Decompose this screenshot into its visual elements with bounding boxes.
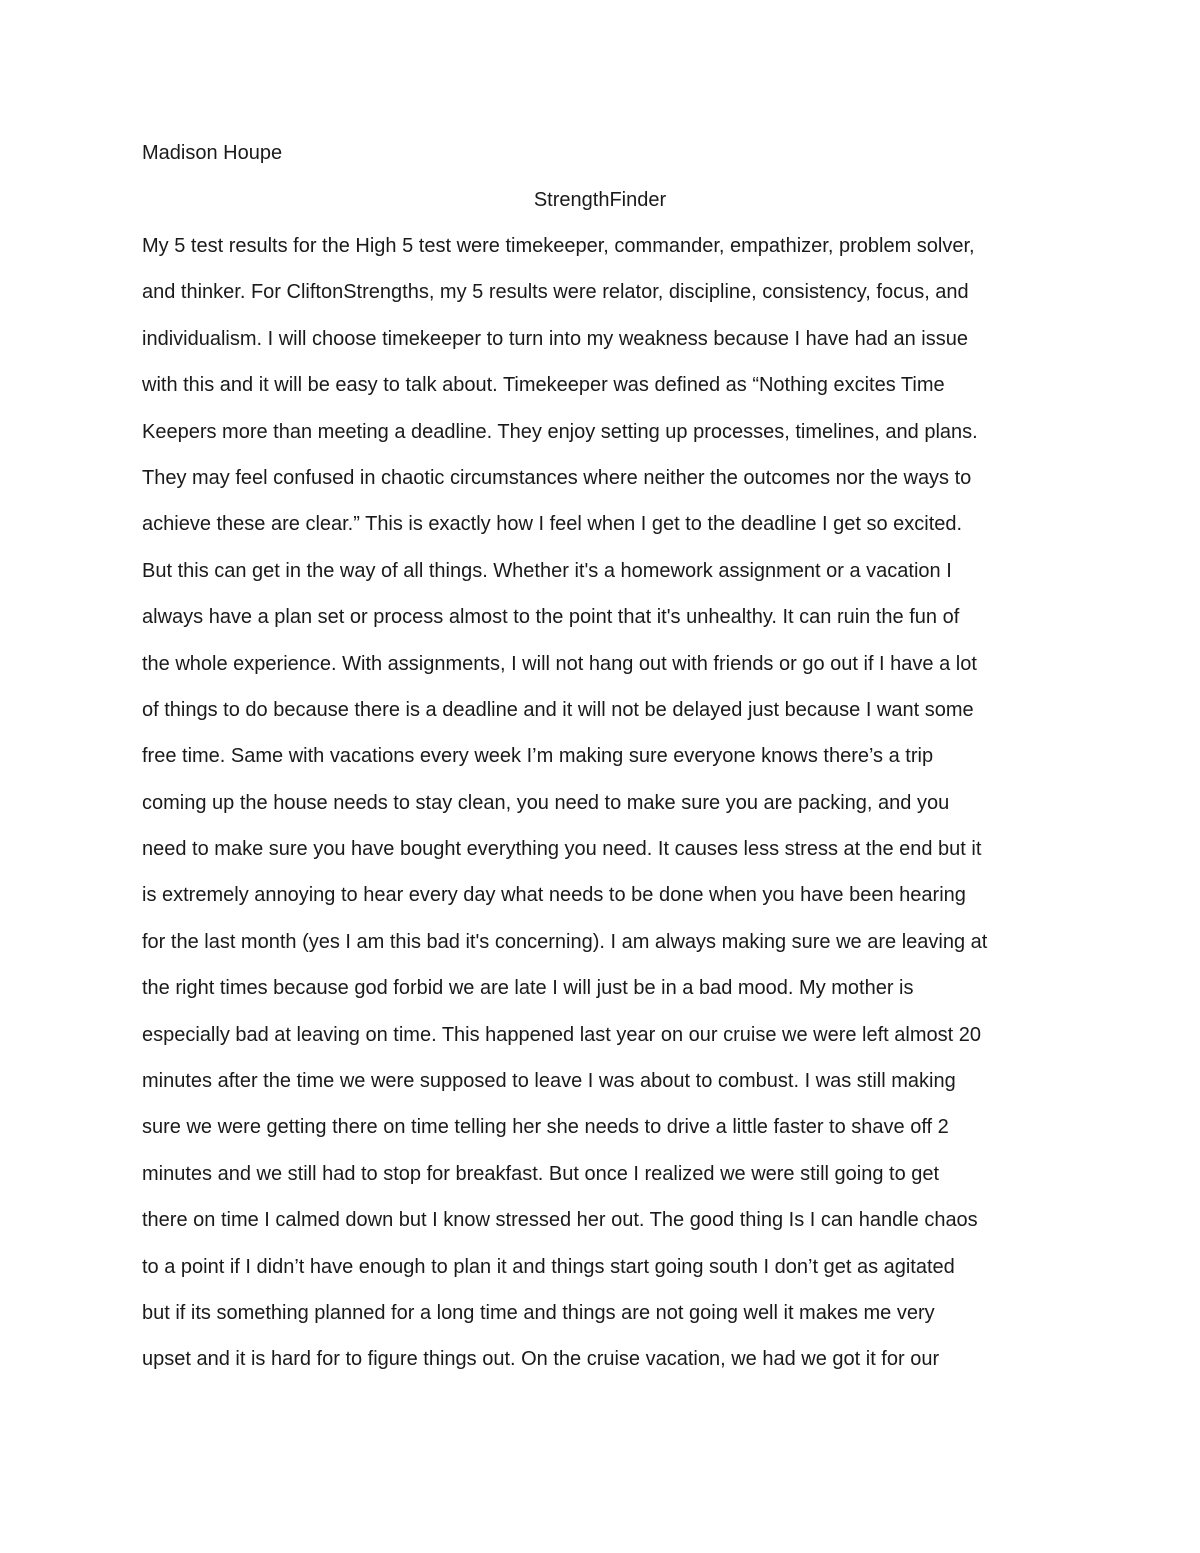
author-name: Madison Houpe (142, 142, 283, 164)
body-line: sure we were getting there on time telling her she needs to drive a little faster to shave off 2 (142, 1116, 949, 1139)
body-line: there on time I calmed down but I know stressed her out. The good thing Is I can handle chaos (142, 1209, 978, 1232)
body-line: minutes after the time we were supposed to leave I was about to combust. I was still making (142, 1070, 956, 1093)
body-line: individualism. I will choose timekeeper to turn into my weakness because I have had an issue (142, 327, 968, 350)
body-line: with this and it will be easy to talk about. Timekeeper was defined as “Nothing excites Time (142, 374, 945, 397)
body-line: to a point if I didn’t have enough to plan it and things start going south I don’t get as agitated (142, 1255, 955, 1278)
body-line: coming up the house needs to stay clean, you need to make sure you are packing, and you (142, 791, 950, 814)
body-line: the whole experience. With assignments, I will not hang out with friends or go out if I have a lot (142, 652, 977, 675)
body-line: the right times because god forbid we are late I will just be in a bad mood. My mother is (142, 977, 914, 1000)
document-title: StrengthFinder (533, 189, 667, 211)
body-line: is extremely annoying to hear every day what needs to be done when you have been hearing (142, 884, 966, 907)
body-line: need to make sure you have bought everything you need. It causes less stress at the end but it (142, 838, 982, 861)
body-line: of things to do because there is a deadline and it will not be delayed just because I want some (142, 698, 974, 721)
body-line: My 5 test results for the High 5 test were timekeeper, commander, empathizer, problem solver, (142, 235, 975, 257)
body-line: minutes and we still had to stop for breakfast. But once I realized we were still going to get (142, 1162, 940, 1185)
body-line: They may feel confused in chaotic circumstances where neither the outcomes nor the ways to (142, 466, 972, 489)
body-line: Keepers more than meeting a deadline. They enjoy setting up processes, timelines, and plans. (142, 420, 978, 443)
body-line: upset and it is hard for to figure things out. On the cruise vacation, we had we got it for our (142, 1348, 940, 1371)
body-line: always have a plan set or process almost to the point that it's unhealthy. It can ruin the fun of (142, 606, 960, 629)
body-line: achieve these are clear.” This is exactly how I feel when I get to the deadline I get so excited. (142, 513, 963, 536)
body-line: but if its something planned for a long time and things are not going well it makes me very (142, 1301, 935, 1324)
body-line: especially bad at leaving on time. This happened last year on our cruise we were left almost 20 (142, 1023, 981, 1046)
body-line: But this can get in the way of all things. Whether it's a homework assignment or a vacation I (142, 559, 952, 582)
body-line: for the last month (yes I am this bad it's concerning). I am always making sure we are leaving at (142, 930, 988, 953)
body-line: free time. Same with vacations every week I’m making sure everyone knows there’s a trip (142, 745, 934, 768)
body-line: and thinker. For CliftonStrengths, my 5 results were relator, discipline, consistency, focus, and (142, 281, 969, 304)
essay-body (142, 233, 1072, 1393)
